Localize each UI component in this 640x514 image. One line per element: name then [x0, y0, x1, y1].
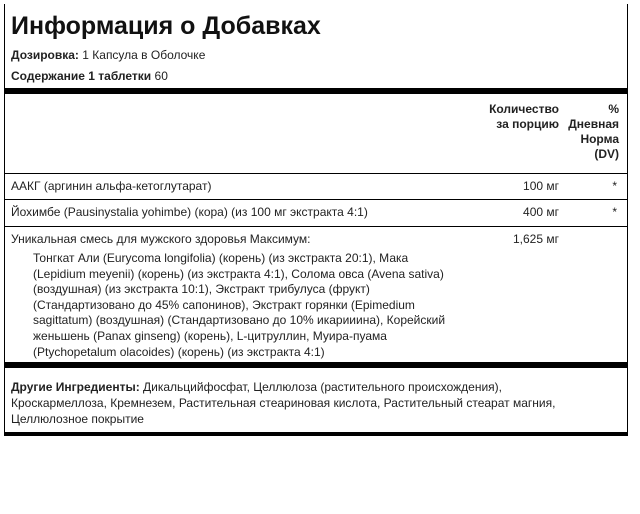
divider-thick-top [5, 88, 627, 94]
blend-name: Уникальная смесь для мужского здоровья Максимум: [11, 232, 311, 246]
blend-amount: 1,625 мг [513, 232, 559, 246]
blend-line: sagittatum) (воздушная) (Стандартизовано до 10% икарииина), Корейский [33, 313, 446, 328]
dv-header-line: Дневная [568, 117, 619, 131]
ingredient-name: ААКГ (аргинин альфа-кетоглутарат) [11, 179, 212, 193]
blend-line: (воздушная) (из экстракта 10:1), Экстракт трибулуса (фрукт) [33, 282, 370, 297]
divider-thick-bottom [5, 362, 627, 368]
daily-value-header [568, 102, 619, 162]
blend-line: (Ptychopetalum olacoides) (корень) (из экстракта 4:1) [33, 344, 325, 359]
dv-header-line: Норма [580, 132, 619, 146]
serving-size-line [11, 48, 205, 62]
divider-thin [5, 173, 627, 174]
ingredient-amount: 400 мг [523, 205, 559, 219]
ingredient-amount: 100 мг [523, 179, 559, 193]
other-ingredients-line: Кроскармеллоза, Кремнезем, Растительная стеариновая кислота, Растительный стеарат магния, [11, 396, 556, 410]
blend-line: Тонгкат Али (Eurycoma longifolia) (корень) (из экстракта 20:1), Мака [33, 251, 409, 265]
amount-header-line: за порцию [496, 117, 559, 131]
other-ingredients-line [11, 379, 611, 395]
serving-size-label: Дозировка: [11, 48, 79, 62]
ingredient-dv: * [612, 205, 617, 219]
servings-value: 60 [154, 69, 168, 83]
divider-thin [5, 226, 627, 227]
dv-header-line: % [608, 102, 619, 116]
other-ingredients-label: Другие Ингредиенты: [11, 380, 140, 394]
serving-size-value: 1 Капсула в Оболочке [82, 48, 206, 62]
other-ingredients [11, 379, 611, 427]
servings-label: Содержание 1 таблетки [11, 69, 152, 83]
amount-per-serving-header [489, 102, 559, 132]
blend-ingredients [33, 251, 483, 360]
divider-bottom-edge [4, 432, 628, 436]
ingredient-name: Йохимбе (Pausinystalia yohimbe) (кора) (из 100 мг экстракта 4:1) [11, 205, 368, 219]
other-ingredients-text: Дикальцийфосфат, Целлюлоза (растительного происхождения), [139, 380, 502, 394]
amount-header-line: Количество [489, 102, 559, 116]
blend-line: женьшень (Panax ginseng) (корень), L-цитруллин, Муира-пуама [33, 328, 387, 343]
panel-title: Информация о Добавках [11, 12, 321, 40]
supplement-facts-panel [4, 4, 628, 432]
ingredient-dv: * [612, 179, 617, 193]
blend-line: (Стандартизовано до 45% сапонинов), Экстракт горянки (Epimedium [33, 297, 415, 312]
other-ingredients-line: Целлюлозное покрытие [11, 412, 144, 426]
divider-thin [5, 199, 627, 200]
servings-line [11, 69, 168, 83]
blend-line: (Lepidium meyenii) (корень) (из экстракта 4:1), Солома овса (Avena sativa) [33, 266, 444, 281]
dv-header-line: (DV) [594, 147, 619, 161]
